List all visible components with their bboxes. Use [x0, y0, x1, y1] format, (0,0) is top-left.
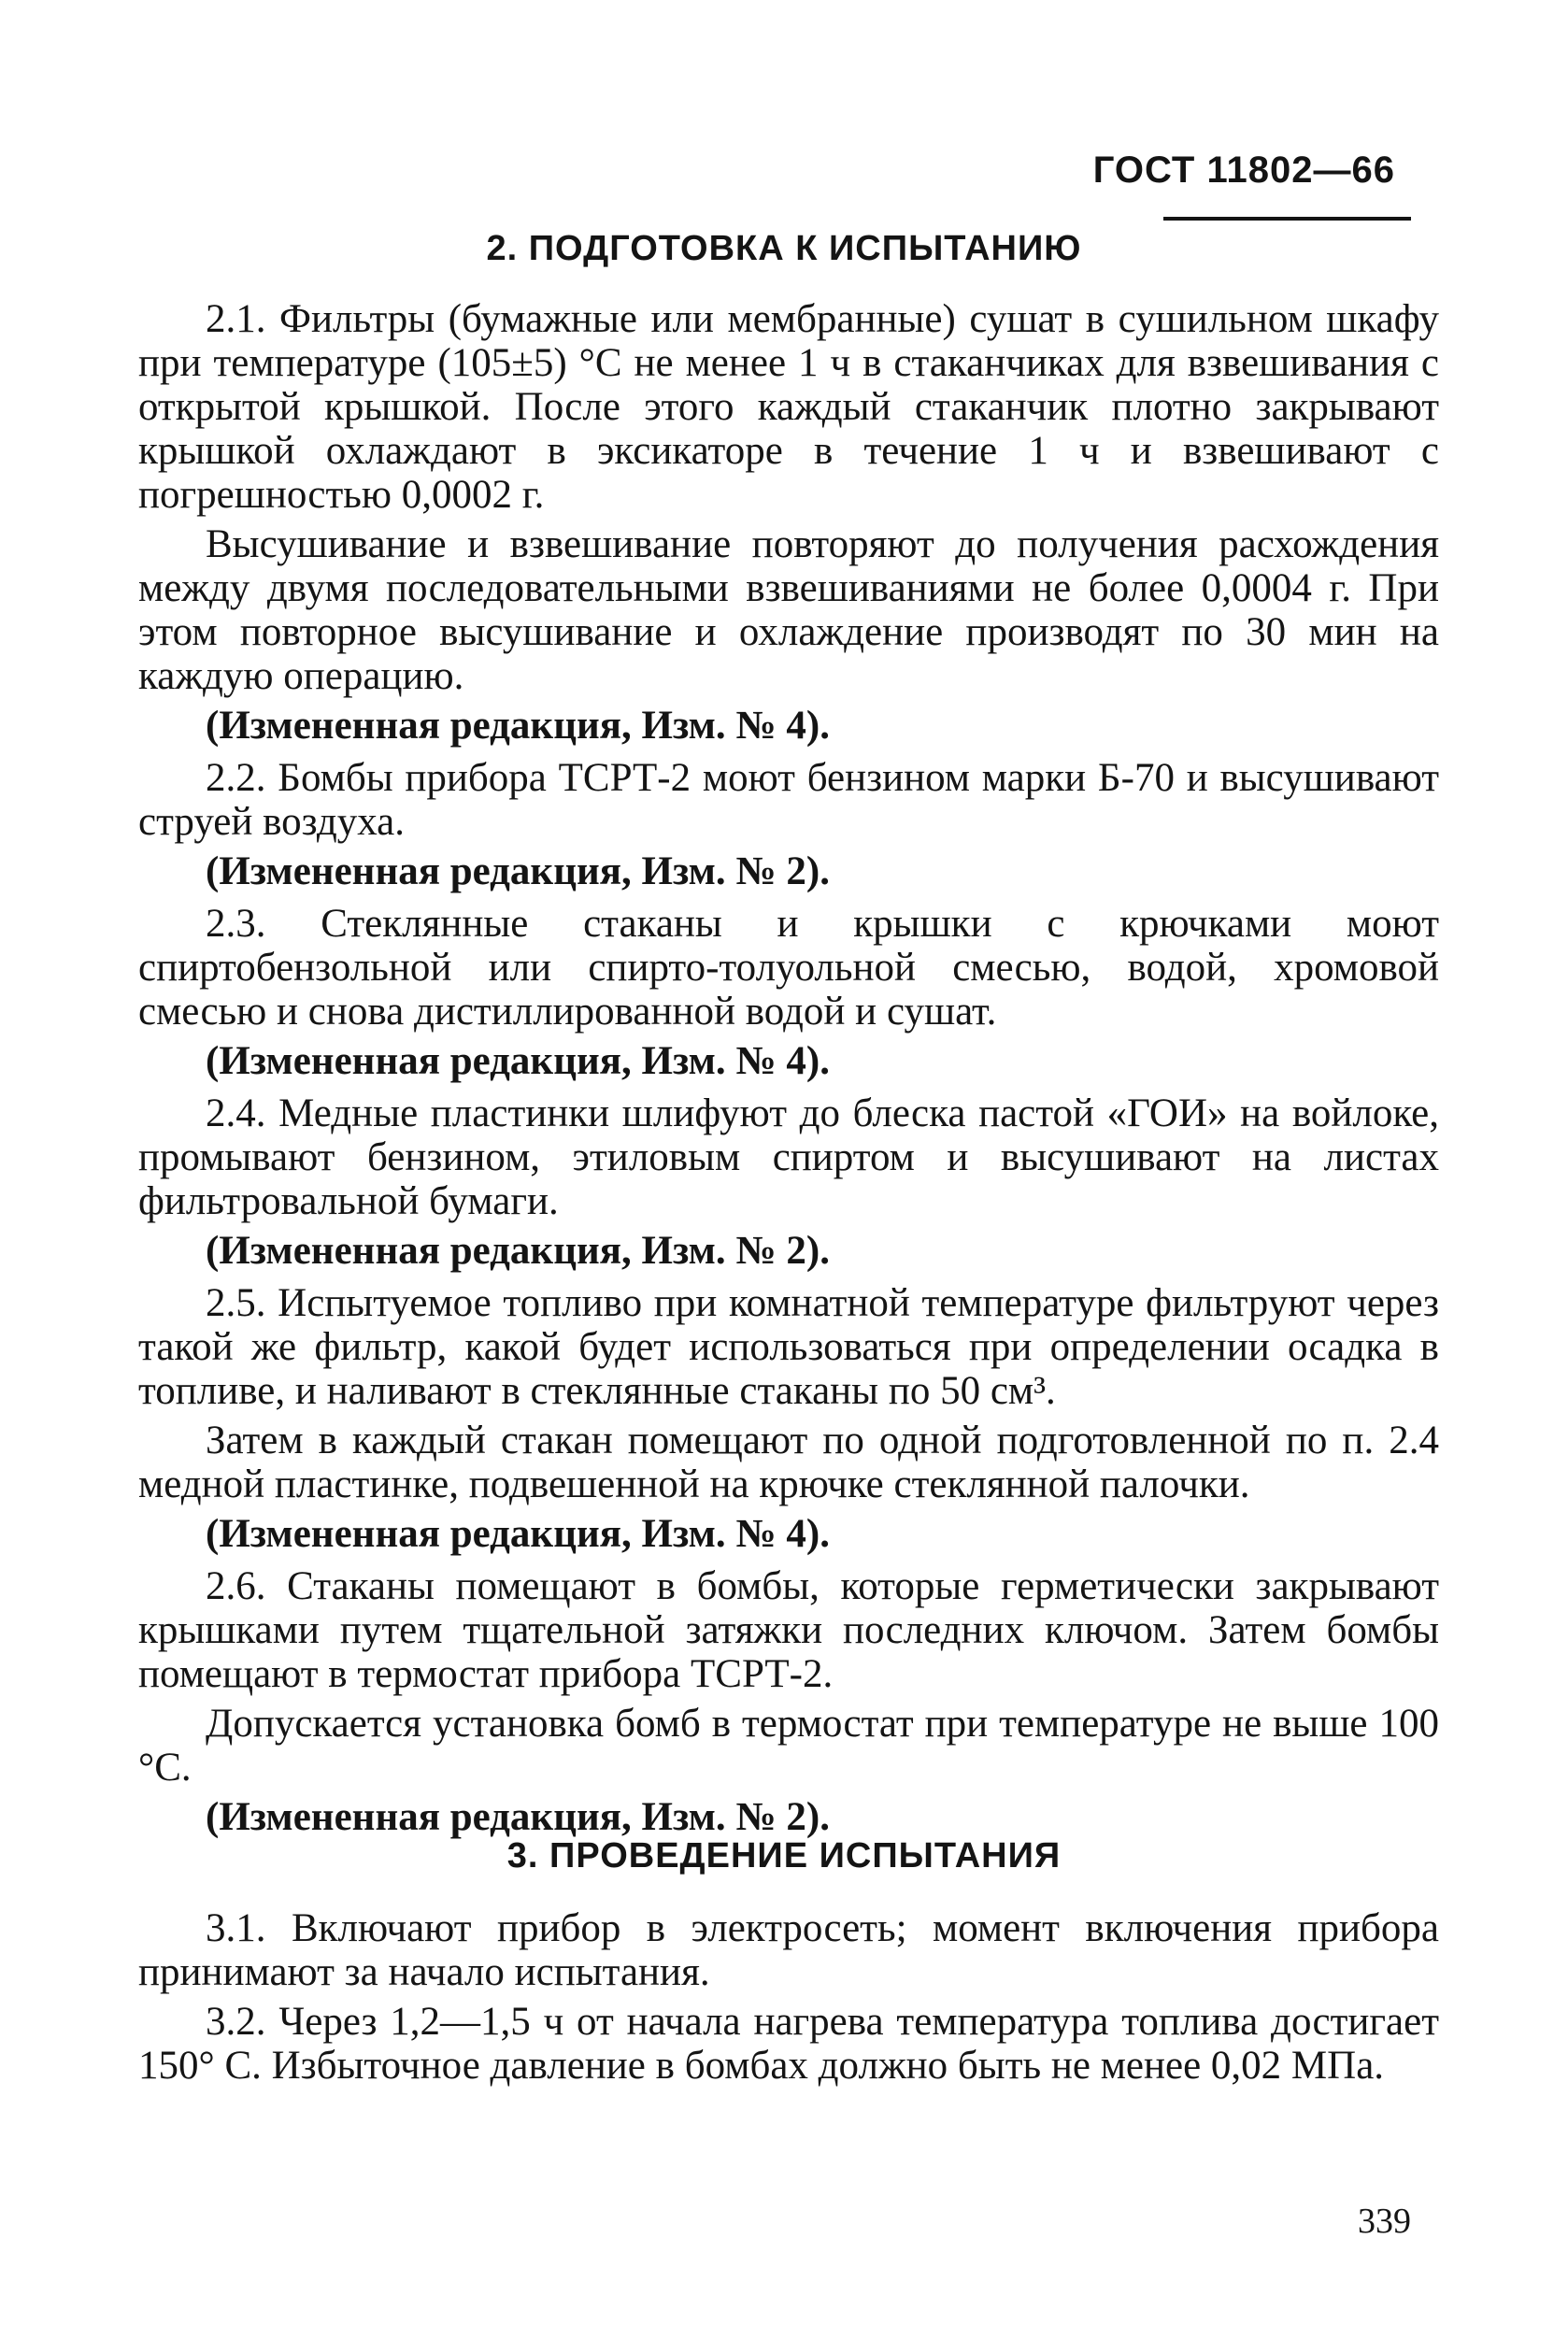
amendment-note: (Измененная редакция, Изм. № 2). — [206, 1229, 830, 1273]
section-2-body — [138, 297, 1439, 1847]
paragraph: 3.1. Включают прибор в электросеть; момент включения прибора принимают за начало испытания. — [138, 1906, 1439, 1994]
paragraph: 2.3. Стеклянные стаканы и крышки с крючками моют спиртобензольной или спирто-толуольной смесью, водой, хромовой смесью и снова дистиллированной водой и сушат. — [138, 902, 1439, 1034]
amendment-note: (Измененная редакция, Изм. № 2). — [206, 849, 830, 893]
amendment-note: (Измененная редакция, Изм. № 4). — [206, 704, 830, 748]
paragraph: 2.2. Бомбы прибора ТСРТ-2 моют бензином марки Б-70 и высушивают струей воздуха. — [138, 756, 1439, 844]
section-2-title: 2. ПОДГОТОВКА К ИСПЫТАНИЮ — [486, 229, 1082, 268]
amendment-note: (Измененная редакция, Изм. № 4). — [206, 1512, 830, 1556]
amendment-note: (Измененная редакция, Изм. № 2). — [206, 1795, 830, 1839]
paragraph: 2.1. Фильтры (бумажные или мембранные) сушат в сушильном шкафу при температуре (105±5) °С не менее 1 ч в стаканчиках для взвешивания с открытой крышкой. После этого каждый стаканчик плотно закрывают крышкой охлаждают в эксикаторе в течение 1 ч и взвешивают с погрешностью 0,0002 г. — [138, 297, 1439, 517]
paragraph: 3.2. Через 1,2—1,5 ч от начала нагрева температура топлива достигает 150° С. Избыточное давление в бомбах должно быть не менее 0,02 МПа. — [138, 2000, 1439, 2088]
section-3-title: 3. ПРОВЕДЕНИЕ ИСПЫТАНИЯ — [506, 1836, 1062, 1875]
section-3-body — [138, 1906, 1439, 2093]
paragraph: 2.6. Стаканы помещают в бомбы, которые герметически закрывают крышками путем тщательной затяжки последних ключом. Затем бомбы помещают в термостат прибора ТСРТ-2. — [138, 1564, 1439, 1696]
paragraph: Допускается установка бомб в термостат при температуре не выше 100 °С. — [138, 1702, 1439, 1790]
header-rule — [1163, 217, 1411, 221]
paragraph: Высушивание и взвешивание повторяют до получения расхождения между двумя последовательными взвешиваниями не более 0,0004 г. При этом повторное высушивание и охлаждение производят по 30 мин на каждую операцию. — [138, 522, 1439, 698]
amendment-note: (Измененная редакция, Изм. № 4). — [206, 1039, 830, 1083]
paragraph: 2.5. Испытуемое топливо при комнатной температуре фильтруют через такой же фильтр, какой будет использоваться при определении осадка в топливе, и наливают в стеклянные стаканы по 50 см³. — [138, 1281, 1439, 1413]
paragraph: Затем в каждый стакан помещают по одной подготовленной по п. 2.4 медной пластинке, подвешенной на крючке стеклянной палочки. — [138, 1419, 1439, 1506]
paragraph: 2.4. Медные пластинки шлифуют до блеска пастой «ГОИ» на войлоке, промывают бензином, этиловым спиртом и высушивают на листах фильтровальной бумаги. — [138, 1091, 1439, 1223]
page-number: 339 — [1358, 2202, 1411, 2241]
standard-code-header: ГОСТ 11802—66 — [1092, 150, 1395, 191]
